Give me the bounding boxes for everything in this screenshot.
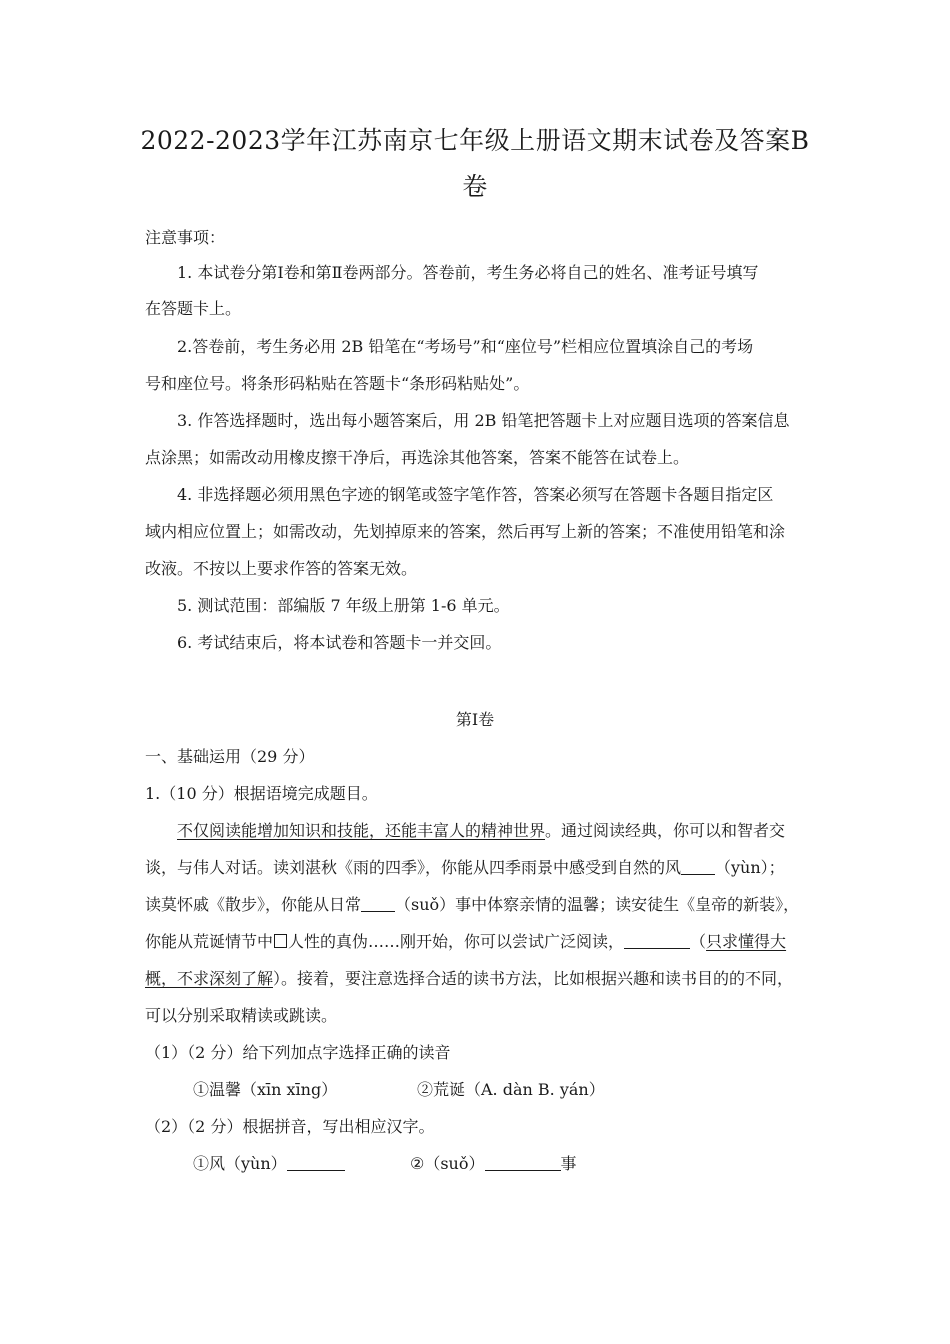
underlined-sentence: 不仅阅读能增加知识和技能，还能丰富人的精神世界 xyxy=(177,821,546,840)
notice-item-2b: 号和座位号。将条形码粘贴在答题卡“条形码粘贴处”。 xyxy=(145,374,530,393)
answer-blank-1[interactable] xyxy=(287,1154,345,1171)
empty-box-blank[interactable] xyxy=(274,934,287,948)
notice-item-4c: 改液。不按以上要求作答的答案无效。 xyxy=(145,559,418,578)
notice-item-3b: 点涂黑；如需改动用橡皮擦干净后，再选涂其他答案，答案不能答在试卷上。 xyxy=(145,448,690,467)
passage-line-3: 读莫怀戚《散步》，你能从日常 （suǒ）事中体察亲情的温馨；读安徒生《皇帝的新装》， xyxy=(145,895,800,914)
notice-item-2a: 2.答卷前，考生务必用 2B 铅笔在“考场号”和“座位号”栏相应位置填涂自己的考场 xyxy=(177,337,754,356)
notice-item-6: 6. 考试结束后，将本试卷和答题卡一并交回。 xyxy=(177,633,502,652)
sub1-option-1: ①温馨（xīn xīng） xyxy=(193,1080,338,1099)
answer-blank-2[interactable] xyxy=(485,1154,561,1171)
section-heading: 一、基础运用（29 分） xyxy=(145,747,315,766)
sub2-option-1: ①风（yùn） xyxy=(193,1153,345,1175)
blank-yun[interactable] xyxy=(681,858,715,875)
passage-line-5: 概，不求深刻了解）。接着，要注意选择合适的读书方法，比如根据兴趣和读书目的的不同， xyxy=(145,969,794,988)
passage-line-4: 你能从荒诞情节中 人性的真伪……刚开始，你可以尝试广泛阅读， （只求懂得大 xyxy=(145,932,787,951)
blank-suo[interactable] xyxy=(361,895,395,912)
page-title: 2022-2023学年江苏南京七年级上册语文期末试卷及答案B卷 xyxy=(140,126,810,201)
passage-line-1: 不仅阅读能增加知识和技能，还能丰富人的精神世界。通过阅读经典，你可以和智者交 xyxy=(177,821,786,840)
notice-item-1a: 1. 本试卷分第Ⅰ卷和第Ⅱ卷两部分。答卷前，考生务必将自己的姓名、准考证号填写 xyxy=(177,263,759,282)
notice-item-4a: 4. 非选择题必须用黑色字迹的钢笔或签字笔作答，答案必须写在答题卡各题目指定区 xyxy=(177,485,774,504)
notice-item-3a: 3. 作答选择题时，选出每小题答案后，用 2B 铅笔把答题卡上对应题目选项的答案信息 xyxy=(177,411,790,430)
notice-item-1b: 在答题卡上。 xyxy=(145,299,242,318)
blank-idiom[interactable] xyxy=(624,932,690,949)
sub2-option-2: ②（suǒ） 事 xyxy=(410,1154,577,1173)
notice-item-4b: 域内相应位置上；如需改动，先划掉原来的答案，然后再写上新的答案；不准使用铅笔和涂 xyxy=(145,522,786,541)
volume-heading: 第Ⅰ卷 xyxy=(455,710,495,729)
notice-heading: 注意事项： xyxy=(145,228,226,247)
passage-line-2: 谈，与伟人对话。读刘湛秋《雨的四季》，你能从四季雨景中感受到自然的风 （yùn）； xyxy=(145,858,785,877)
sub1-option-2: ②荒诞（A. dàn B. yán） xyxy=(417,1080,605,1099)
sub-question-1: （1）（2 分）给下列加点字选择正确的读音 xyxy=(145,1043,451,1062)
question-1-stem: 1.（10 分）根据语境完成题目。 xyxy=(145,784,378,803)
passage-line-6: 可以分别采取精读或跳读。 xyxy=(145,1006,338,1025)
notice-item-5: 5. 测试范围：部编版 7 年级上册第 1-6 单元。 xyxy=(177,596,510,615)
sub-question-2: （2）（2 分）根据拼音，写出相应汉字。 xyxy=(145,1117,435,1136)
